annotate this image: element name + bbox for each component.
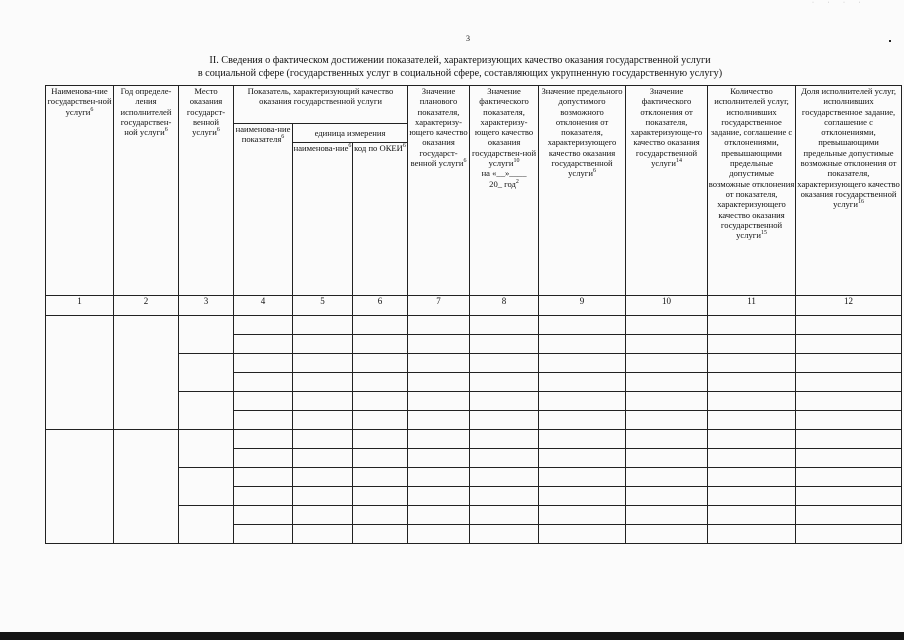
- table-cell: [626, 449, 708, 468]
- table-cell: [408, 392, 470, 411]
- column-number: 12: [796, 296, 902, 316]
- table-cell: [626, 411, 708, 430]
- table-cell: [470, 316, 539, 335]
- col-header-actual-deviation: Значение фактического отклонения от показателя, характеризующе-го качество оказания государственной услуги$^{14}$: [626, 86, 708, 296]
- table-cell: [470, 373, 539, 392]
- table-cell: [470, 468, 539, 487]
- table-cell: [353, 506, 408, 525]
- table-cell: [708, 354, 796, 373]
- table-cell: [539, 392, 626, 411]
- table-cell: [626, 487, 708, 506]
- table-cell: [353, 430, 408, 449]
- table-cell: [408, 411, 470, 430]
- table-cell: [179, 468, 234, 506]
- table-cell: [796, 430, 902, 449]
- table-cell: [234, 487, 293, 506]
- table-cell: [708, 468, 796, 487]
- table-cell: [293, 316, 353, 335]
- table-cell: [293, 449, 353, 468]
- col-header-year: Год определе-ления исполнителей государствен-ной услуги$^6$: [114, 86, 179, 296]
- column-number: 8: [470, 296, 539, 316]
- table-cell: [796, 335, 902, 354]
- table-cell: [353, 411, 408, 430]
- col-header-planned-value: Значение планового показателя, характеризу-ющего качество оказания государст-венной услуги$^6$: [408, 86, 470, 296]
- page-number: 3: [466, 34, 470, 43]
- table-cell: [293, 430, 353, 449]
- table-cell: [708, 411, 796, 430]
- column-number: 1: [46, 296, 114, 316]
- table-cell: [179, 430, 234, 468]
- table-cell: [353, 392, 408, 411]
- table-cell: [796, 411, 902, 430]
- table-row: [46, 430, 902, 449]
- table-cell: [234, 525, 293, 544]
- table-cell: [626, 335, 708, 354]
- table-cell: [470, 506, 539, 525]
- table-cell: [626, 506, 708, 525]
- table-cell: [626, 430, 708, 449]
- table-cell: [179, 316, 234, 354]
- column-number: 9: [539, 296, 626, 316]
- table-cell: [626, 468, 708, 487]
- table-cell: [796, 468, 902, 487]
- table-cell: [293, 487, 353, 506]
- table-cell: [796, 525, 902, 544]
- table-cell: [353, 449, 408, 468]
- table-cell: [708, 430, 796, 449]
- table-cell: [539, 449, 626, 468]
- table-cell: [408, 335, 470, 354]
- table-cell: [353, 335, 408, 354]
- table-cell: [470, 430, 539, 449]
- table-cell: [708, 392, 796, 411]
- scan-edge: [0, 632, 904, 640]
- heading-line-2: в социальной сфере (государственных услуг в социальной сфере, составляющих укрупненную государственную услугу): [197, 68, 723, 79]
- table-cell: [796, 449, 902, 468]
- table-cell: [708, 373, 796, 392]
- table-cell: [408, 354, 470, 373]
- col-header-indicator-name: наименова-ние показателя$^6$: [234, 124, 293, 296]
- col-header-okei-code: код по ОКЕИ$^6$: [353, 143, 408, 296]
- table-cell: [470, 392, 539, 411]
- table-cell: [293, 392, 353, 411]
- table-cell: [234, 411, 293, 430]
- table-cell: [539, 468, 626, 487]
- table-cell: [470, 335, 539, 354]
- table-cell: [293, 468, 353, 487]
- col-header-actual-value: Значение фактического показателя, характеризу-ющего качество оказания государствен-ной услуги$^{10}$ на «__»____ 20_ год$^2$: [470, 86, 539, 296]
- table-cell: [234, 335, 293, 354]
- table-cell: [626, 373, 708, 392]
- table-cell: [408, 506, 470, 525]
- scan-dot: [889, 40, 891, 42]
- col-header-unit-group: единица измерения: [293, 124, 408, 143]
- col-header-allowed-deviation: Значение предельного допустимого возможного отклонения от показателя, характеризующего качество оказания государственной услуги$^6$: [539, 86, 626, 296]
- table-cell: [293, 506, 353, 525]
- table-row: [46, 316, 902, 335]
- table-cell: [114, 316, 179, 430]
- col-header-indicator-group: Показатель, характеризующий качество оказания государственной услуги: [234, 86, 408, 124]
- table-cell: [114, 430, 179, 544]
- table-body: [46, 316, 902, 544]
- table-cell: [46, 316, 114, 430]
- col-header-place: Место оказания государст-венной услуги$^6$: [179, 86, 234, 296]
- table-cell: [470, 449, 539, 468]
- table-cell: [539, 354, 626, 373]
- table-cell: [179, 354, 234, 392]
- table-cell: [539, 373, 626, 392]
- column-numbers-row: [46, 296, 902, 316]
- table-cell: [796, 392, 902, 411]
- column-number: 3: [179, 296, 234, 316]
- table-cell: [46, 430, 114, 544]
- table-cell: [796, 487, 902, 506]
- table-cell: [293, 354, 353, 373]
- table-cell: [353, 487, 408, 506]
- table-cell: [539, 487, 626, 506]
- table-cell: [234, 430, 293, 449]
- column-number: 2: [114, 296, 179, 316]
- table-cell: [179, 506, 234, 544]
- column-number: 6: [353, 296, 408, 316]
- table-cell: [293, 335, 353, 354]
- table-cell: [353, 468, 408, 487]
- table-cell: [708, 449, 796, 468]
- table-cell: [626, 354, 708, 373]
- table-cell: [179, 392, 234, 430]
- table-cell: [539, 430, 626, 449]
- table-cell: [408, 316, 470, 335]
- table-cell: [708, 316, 796, 335]
- table-cell: [408, 525, 470, 544]
- table-cell: [626, 392, 708, 411]
- table-cell: [539, 506, 626, 525]
- table-cell: [626, 525, 708, 544]
- table-cell: [234, 468, 293, 487]
- table-cell: [539, 335, 626, 354]
- table-cell: [234, 392, 293, 411]
- table-cell: [708, 487, 796, 506]
- table-cell: [796, 506, 902, 525]
- heading-line-1: II. Сведения о фактическом достижении показателей, характеризующих качество оказания государственной услуги: [209, 55, 711, 66]
- table-cell: [293, 525, 353, 544]
- table-cell: [796, 373, 902, 392]
- col-header-executors-share: Доля исполнителей услуг, исполнивших государственное задание, соглашение с отклонениями, превышающими предельные допустимые возможные отклонения от показателя, характеризующего качество оказания государственной услуги$^{16}$: [796, 86, 902, 296]
- column-number: 7: [408, 296, 470, 316]
- column-number: 4: [234, 296, 293, 316]
- table-cell: [234, 449, 293, 468]
- section-heading: [160, 54, 760, 80]
- table-cell: [353, 354, 408, 373]
- column-number: 10: [626, 296, 708, 316]
- col-header-service-name: Наименова-ние государствен-ной услуги$^6$: [46, 86, 114, 296]
- table-cell: [408, 373, 470, 392]
- table-cell: [353, 316, 408, 335]
- table-cell: [708, 506, 796, 525]
- table-cell: [708, 335, 796, 354]
- col-header-executors-count: Количество исполнителей услуг, исполнивших государственное задание, соглашение с отклонениями, превышающими предельные допустимые возможные отклонения от показателя, характеризующего качество оказания государственной услуги$^{15}$: [708, 86, 796, 296]
- table-cell: [234, 354, 293, 373]
- table-cell: [796, 316, 902, 335]
- table-cell: [353, 525, 408, 544]
- table-cell: [408, 468, 470, 487]
- indicators-table: [45, 85, 902, 544]
- table-cell: [539, 525, 626, 544]
- table-cell: [470, 354, 539, 373]
- table-cell: [470, 487, 539, 506]
- table-cell: [293, 373, 353, 392]
- table-cell: [796, 354, 902, 373]
- table-cell: [234, 506, 293, 525]
- scan-artifact: · · · ·: [812, 0, 867, 6]
- col-header-unit-name: наименова-ние$^6$: [293, 143, 353, 296]
- table-cell: [708, 525, 796, 544]
- table-cell: [470, 411, 539, 430]
- table-cell: [470, 525, 539, 544]
- column-number: 11: [708, 296, 796, 316]
- table-cell: [234, 373, 293, 392]
- table-cell: [408, 449, 470, 468]
- column-number: 5: [293, 296, 353, 316]
- table-cell: [234, 316, 293, 335]
- table-cell: [408, 487, 470, 506]
- table-cell: [539, 316, 626, 335]
- table-cell: [293, 411, 353, 430]
- table-cell: [353, 373, 408, 392]
- table-cell: [539, 411, 626, 430]
- table-cell: [408, 430, 470, 449]
- table-cell: [626, 316, 708, 335]
